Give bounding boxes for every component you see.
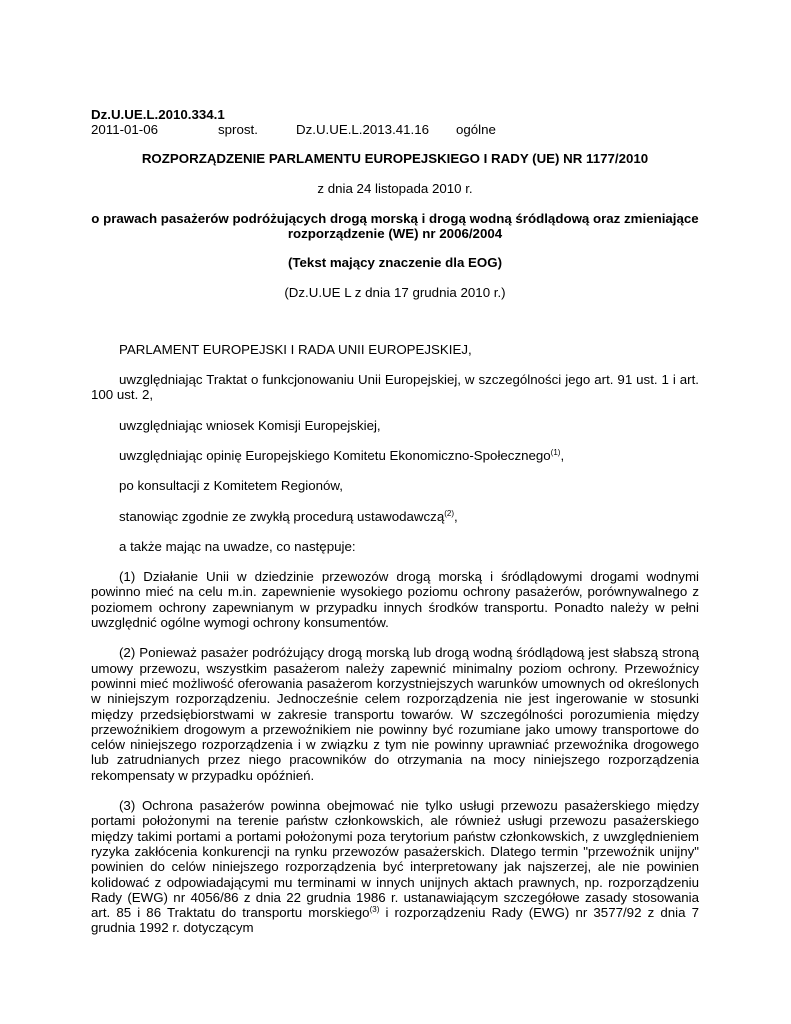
- procedure-text: stanowiąc zgodnie ze zwykłą procedurą ustawodawczą: [119, 508, 445, 524]
- opinion-text: uwzględniając opinię Europejskiego Komitetu Ekonomiczno-Społecznego: [119, 447, 551, 463]
- correction-status: sprost.: [218, 122, 258, 137]
- preamble-proposal: uwzględniając wniosek Komisji Europejskiej,: [119, 417, 381, 433]
- footnote-ref-1[interactable]: (1): [550, 447, 561, 457]
- opinion-punct: ,: [560, 447, 565, 463]
- publication-date: 2011-01-06: [91, 122, 159, 137]
- footnote-ref-2[interactable]: (2): [444, 508, 454, 518]
- recital-3-continuation: i rozporządzeniu Rady (EWG) nr 3577/92 z dnia 7 grudnia 1992 r. dotyczącym: [91, 905, 700, 936]
- journal-reference: Dz.U.UE.L.2010.334.1: [91, 107, 225, 122]
- preamble-opinion: [91, 448, 699, 463]
- eea-relevance-note: (Tekst mający znaczenie dla EOG): [287, 255, 503, 271]
- recital-2: (2) Ponieważ pasażer podróżujący drogą morską lub drogą wodną śródlądową jest słabszą stroną umowy przewozu, wszystkim pasażerom należy zapewnić minimalny poziom ochrony. Przewoźnicy powinni mieć możliwość oferowania pasażerom korzystniejszych warunków umownych od określonych w niniejszym rozporządzeniu. Jednocześnie celem rozporządzenia nie jest ingerowanie w stosunki między przedsiębiorstwami w zakresie transportu towarów. W szczególności porozumienia między przewoźnikiem drogowym a przewoźnikiem nie powinny być rozumiane jako umowy transportowe do celów niniejszego rozporządzenia i w związku z tym nie powinny uprawniać przewoźnika drogowego lub zatrudnianych przez niego pracowników do otrzymania na mocy niniejszego rozporządzenia rekompensaty w przypadku opóźnień.: [91, 645, 699, 783]
- correction-reference: Dz.U.UE.L.2013.41.16: [296, 122, 430, 137]
- regulation-date: z dnia 24 listopada 2010 r.: [317, 181, 473, 197]
- recital-3-text: (3) Ochrona pasażerów powinna obejmować nie tylko usługi przewozu pasażerskiego między portami położonymi na terenie państw członkowskich, ale również usługi przewozu pasażerskiego między takimi portami a portami położonymi poza terytorium państw członkowskich, z uwzględnieniem ryzyka zakłócenia konkurencji na rynku przewozów pasażerskich. Dlatego termin "przewoźnik unijny" powinien do celów niniejszego rozporządzenia być interpretowany jak najszerzej, ale nie powinien kolidować z odpowiadającymi mu terminami w innych unijnych aktach prawnych, np. rozporządzeniu Rady (EWG) nr 4056/86 z dnia 22 grudnia 1986 r. ustanawiającym szczegółowe zasady stosowania art. 85 i 86 Traktatu do transportu morskiego: [91, 798, 699, 921]
- procedure-punct: ,: [454, 508, 458, 524]
- metadata-row: [91, 122, 699, 138]
- preamble-whereas: a także mając na uwadze, co następuje:: [119, 538, 356, 554]
- preamble-treaty: uwzględniając Traktat o funkcjonowaniu Unii Europejskiej, w szczególności jego art. 91 ust. 1 i art. 100 ust. 2,: [91, 372, 699, 403]
- recital-3: [91, 798, 699, 936]
- scope-label: ogólne: [456, 122, 496, 137]
- recital-1: (1) Działanie Unii w dziedzinie przewozów drogą morską i śródlądowymi drogami wodnymi powinno mieć na celu m.in. zapewnienie wysokiego poziomu ochrony pasażerów, porównywalnego z poziomem ochrony zapewnianym w przypadku innych środków transportu. Ponadto należy w pełni uwzględnić ogólne wymogi ochrony konsumentów.: [91, 569, 699, 631]
- preamble-institutions: PARLAMENT EUROPEJSKI I RADA UNII EUROPEJSKIEJ,: [119, 341, 472, 357]
- official-journal-reference: (Dz.U.UE L z dnia 17 grudnia 2010 r.): [284, 285, 506, 301]
- footnote-ref-3[interactable]: (3): [369, 905, 380, 915]
- preamble-procedure: [91, 509, 699, 524]
- regulation-subject: o prawach pasażerów podróżujących drogą morską i drogą wodną śródlądową oraz zmieniające rozporządzenie (WE) nr 2006/2004: [91, 210, 699, 241]
- preamble-committee: po konsultacji z Komitetem Regionów,: [119, 478, 343, 494]
- document-page: [91, 107, 699, 936]
- regulation-title: ROZPORZĄDZENIE PARLAMENTU EUROPEJSKIEGO I RADY (UE) NR 1177/2010: [141, 151, 649, 166]
